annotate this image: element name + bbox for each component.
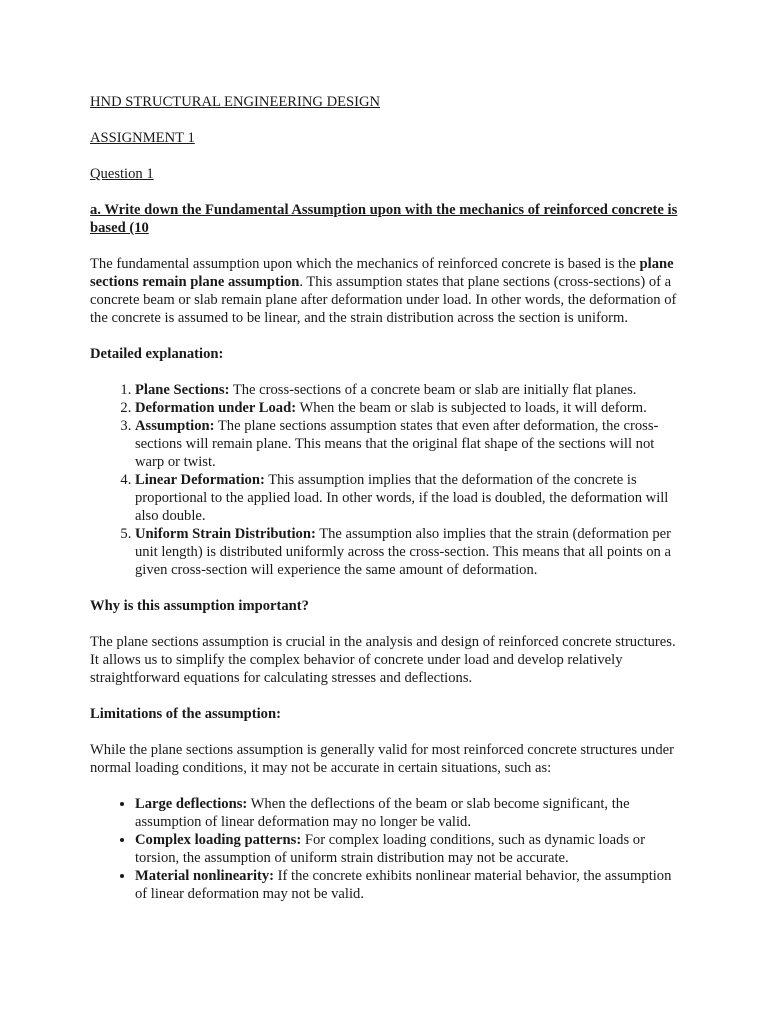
list-item-text: If the concrete exhibits nonlinear material behavior, the assumption of linear deformation may not be valid.	[135, 868, 672, 902]
intro-text-before: The fundamental assumption upon which the mechanics of reinforced concrete is based is the	[90, 256, 640, 272]
intro-bold-term: plane sections remain plane assumption	[90, 256, 674, 290]
limitations-paragraph: While the plane sections assumption is generally valid for most reinforced concrete structures under normal loading conditions, it may not be accurate in certain situations, such as:	[90, 742, 674, 776]
assignment-title: ASSIGNMENT 1	[90, 130, 195, 146]
importance-title: Why is this assumption important?	[90, 598, 309, 614]
list-item	[135, 399, 680, 417]
intro-paragraph	[90, 255, 680, 327]
list-item-term: Deformation under Load:	[135, 400, 297, 416]
question-a-prompt: a. Write down the Fundamental Assumption upon with the mechanics of reinforced concrete is based (10	[90, 202, 678, 236]
list-item-term: Material nonlinearity:	[135, 868, 275, 884]
question-label: Question 1	[90, 166, 154, 182]
detailed-explanation-title: Detailed explanation:	[90, 346, 224, 362]
list-item	[135, 867, 680, 903]
list-item	[135, 417, 680, 471]
list-item-text: The cross-sections of a concrete beam or slab are initially flat planes.	[229, 382, 637, 398]
list-item-term: Plane Sections:	[135, 382, 230, 398]
limitations-list	[90, 795, 680, 903]
list-item	[135, 525, 680, 579]
importance-paragraph: The plane sections assumption is crucial in the analysis and design of reinforced concrete structures. It allows us to simplify the complex behavior of concrete under load and develop relatively straightforward equations for calculating stresses and deflections.	[90, 634, 676, 686]
list-item-term: Uniform Strain Distribution:	[135, 526, 316, 542]
list-item-term: Linear Deformation:	[135, 472, 265, 488]
list-item	[135, 831, 680, 867]
list-item-text: When the beam or slab is subjected to loads, it will deform.	[296, 400, 647, 416]
list-item-term: Complex loading patterns:	[135, 832, 302, 848]
document-page	[90, 93, 680, 921]
limitations-title: Limitations of the assumption:	[90, 706, 281, 722]
list-item	[135, 471, 680, 525]
detailed-explanation-list	[90, 381, 680, 579]
list-item-term: Large deflections:	[135, 796, 248, 812]
list-item-text: For complex loading conditions, such as dynamic loads or torsion, the assumption of uniform strain distribution may not be accurate.	[135, 832, 645, 866]
list-item-text: When the deflections of the beam or slab become significant, the assumption of linear deformation may no longer be valid.	[135, 796, 630, 830]
list-item-text: The plane sections assumption states that even after deformation, the cross-sections will remain plane. This means that the original flat shape of the sections will not warp or twist.	[135, 418, 659, 470]
list-item	[135, 381, 680, 399]
list-item-text: This assumption implies that the deformation of the concrete is proportional to the applied load. In other words, if the load is doubled, the deformation will also double.	[135, 472, 669, 524]
list-item	[135, 795, 680, 831]
list-item-text: The assumption also implies that the strain (deformation per unit length) is distributed uniformly across the cross-section. This means that all points on a given cross-section will experience the same amount of deformation.	[135, 526, 671, 578]
course-title: HND STRUCTURAL ENGINEERING DESIGN	[90, 94, 381, 110]
intro-text-after: . This assumption states that plane sections (cross-sections) of a concrete beam or slab remain plane after deformation under load. In other words, the deformation of the concrete is assumed to be linear, and the strain distribution across the section is uniform.	[90, 274, 677, 326]
list-item-term: Assumption:	[135, 418, 215, 434]
